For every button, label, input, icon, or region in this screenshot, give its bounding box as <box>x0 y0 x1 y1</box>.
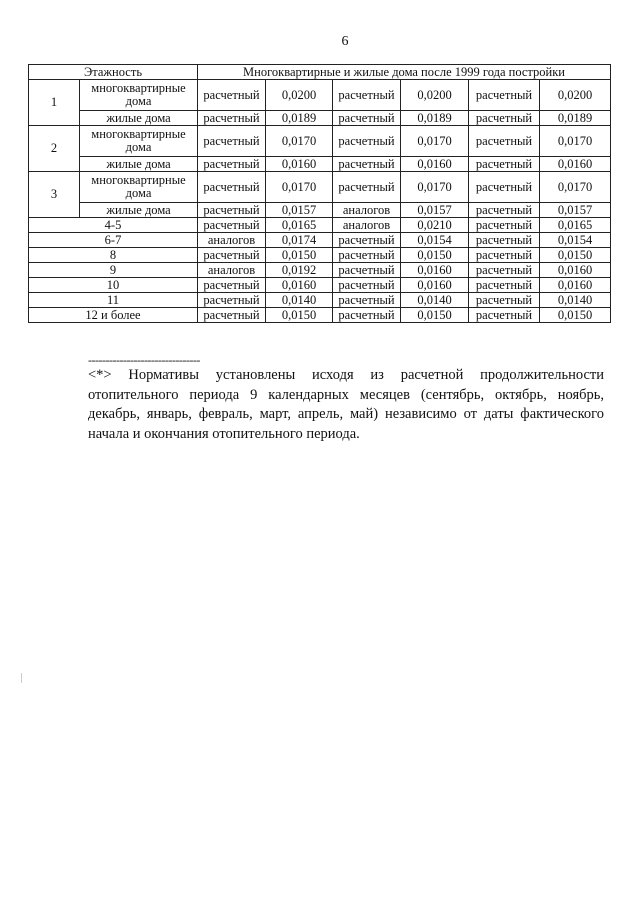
value-cell: 0,0170 <box>540 172 611 203</box>
method-cell: расчетный <box>469 233 540 248</box>
method-cell: расчетный <box>469 248 540 263</box>
method-cell: расчетный <box>469 308 540 323</box>
type-cell: жилые дома <box>80 203 198 218</box>
table-row <box>29 308 611 323</box>
floor-cell: 10 <box>29 278 198 293</box>
method-cell: аналогов <box>198 233 266 248</box>
value-cell: 0,0150 <box>540 308 611 323</box>
table-row <box>29 278 611 293</box>
method-cell: расчетный <box>198 278 266 293</box>
type-cell: многоквартирные дома <box>80 80 198 111</box>
table-row <box>29 248 611 263</box>
value-cell: 0,0200 <box>266 80 333 111</box>
method-cell: расчетный <box>469 126 540 157</box>
floor-cell: 3 <box>29 172 80 218</box>
method-cell: расчетный <box>198 172 266 203</box>
value-cell: 0,0174 <box>266 233 333 248</box>
norms-table <box>28 64 611 323</box>
value-cell: 0,0170 <box>401 126 469 157</box>
value-cell: 0,0189 <box>266 111 333 126</box>
table-header-row <box>29 65 611 80</box>
floor-cell: 8 <box>29 248 198 263</box>
floor-cell: 4-5 <box>29 218 198 233</box>
table-row <box>29 172 611 203</box>
value-cell: 0,0150 <box>540 248 611 263</box>
value-cell: 0,0140 <box>266 293 333 308</box>
method-cell: расчетный <box>469 111 540 126</box>
value-cell: 0,0150 <box>266 248 333 263</box>
method-cell: расчетный <box>469 80 540 111</box>
value-cell: 0,0160 <box>401 157 469 172</box>
method-cell: расчетный <box>198 126 266 157</box>
method-cell: аналогов <box>333 218 401 233</box>
value-cell: 0,0160 <box>540 278 611 293</box>
method-cell: расчетный <box>333 308 401 323</box>
value-cell: 0,0157 <box>401 203 469 218</box>
value-cell: 0,0154 <box>540 233 611 248</box>
value-cell: 0,0165 <box>266 218 333 233</box>
table-row <box>29 157 611 172</box>
value-cell: 0,0154 <box>401 233 469 248</box>
value-cell: 0,0160 <box>401 278 469 293</box>
value-cell: 0,0160 <box>540 157 611 172</box>
value-cell: 0,0160 <box>540 263 611 278</box>
method-cell: расчетный <box>333 248 401 263</box>
method-cell: расчетный <box>333 157 401 172</box>
method-cell: расчетный <box>333 233 401 248</box>
method-cell: расчетный <box>469 157 540 172</box>
method-cell: расчетный <box>198 248 266 263</box>
method-cell: расчетный <box>198 157 266 172</box>
method-cell: расчетный <box>198 203 266 218</box>
method-cell: расчетный <box>469 203 540 218</box>
method-cell: аналогов <box>198 263 266 278</box>
table-row <box>29 111 611 126</box>
value-cell: 0,0170 <box>266 172 333 203</box>
footnote-separator: -------------------------------- <box>88 353 200 367</box>
header-floors: Этажность <box>29 65 198 80</box>
method-cell: расчетный <box>333 278 401 293</box>
method-cell: расчетный <box>333 263 401 278</box>
value-cell: 0,0160 <box>266 157 333 172</box>
type-cell: жилые дома <box>80 157 198 172</box>
value-cell: 0,0157 <box>266 203 333 218</box>
header-group: Многоквартирные и жилые дома после 1999 года постройки <box>198 65 611 80</box>
method-cell: расчетный <box>198 293 266 308</box>
method-cell: расчетный <box>198 80 266 111</box>
floor-cell: 1 <box>29 80 80 126</box>
method-cell: расчетный <box>469 172 540 203</box>
value-cell: 0,0150 <box>401 248 469 263</box>
method-cell: расчетный <box>333 172 401 203</box>
type-cell: жилые дома <box>80 111 198 126</box>
value-cell: 0,0170 <box>401 172 469 203</box>
method-cell: расчетный <box>333 126 401 157</box>
value-cell: 0,0200 <box>540 80 611 111</box>
scan-speck <box>21 673 22 683</box>
value-cell: 0,0150 <box>401 308 469 323</box>
table-row <box>29 218 611 233</box>
method-cell: аналогов <box>333 203 401 218</box>
footnote-text: <*> Нормативы установлены исходя из расчетной продолжительности отопительного периода 9 календарных месяцев (сентябрь, октябрь, ноябрь, декабрь, январь, февраль, март, апрель, май) независимо от даты фактического начала и окончания отопительного периода. <box>88 367 604 442</box>
page-number: 6 <box>341 34 349 49</box>
method-cell: расчетный <box>469 263 540 278</box>
value-cell: 0,0150 <box>266 308 333 323</box>
floor-cell: 6-7 <box>29 233 198 248</box>
value-cell: 0,0200 <box>401 80 469 111</box>
floor-cell: 2 <box>29 126 80 172</box>
table-row <box>29 80 611 111</box>
value-cell: 0,0140 <box>540 293 611 308</box>
method-cell: расчетный <box>469 278 540 293</box>
value-cell: 0,0189 <box>401 111 469 126</box>
method-cell: расчетный <box>333 80 401 111</box>
method-cell: расчетный <box>333 293 401 308</box>
type-cell: многоквартирные дома <box>80 172 198 203</box>
method-cell: расчетный <box>198 111 266 126</box>
table-row <box>29 203 611 218</box>
floor-cell: 12 и более <box>29 308 198 323</box>
table-row <box>29 126 611 157</box>
value-cell: 0,0160 <box>266 278 333 293</box>
value-cell: 0,0192 <box>266 263 333 278</box>
value-cell: 0,0157 <box>540 203 611 218</box>
value-cell: 0,0165 <box>540 218 611 233</box>
value-cell: 0,0189 <box>540 111 611 126</box>
method-cell: расчетный <box>469 218 540 233</box>
method-cell: расчетный <box>198 308 266 323</box>
value-cell: 0,0210 <box>401 218 469 233</box>
value-cell: 0,0170 <box>266 126 333 157</box>
value-cell: 0,0140 <box>401 293 469 308</box>
table-row <box>29 263 611 278</box>
floor-cell: 9 <box>29 263 198 278</box>
floor-cell: 11 <box>29 293 198 308</box>
table-row <box>29 293 611 308</box>
value-cell: 0,0170 <box>540 126 611 157</box>
method-cell: расчетный <box>198 218 266 233</box>
table-row <box>29 233 611 248</box>
type-cell: многоквартирные дома <box>80 126 198 157</box>
method-cell: расчетный <box>469 293 540 308</box>
method-cell: расчетный <box>333 111 401 126</box>
value-cell: 0,0160 <box>401 263 469 278</box>
